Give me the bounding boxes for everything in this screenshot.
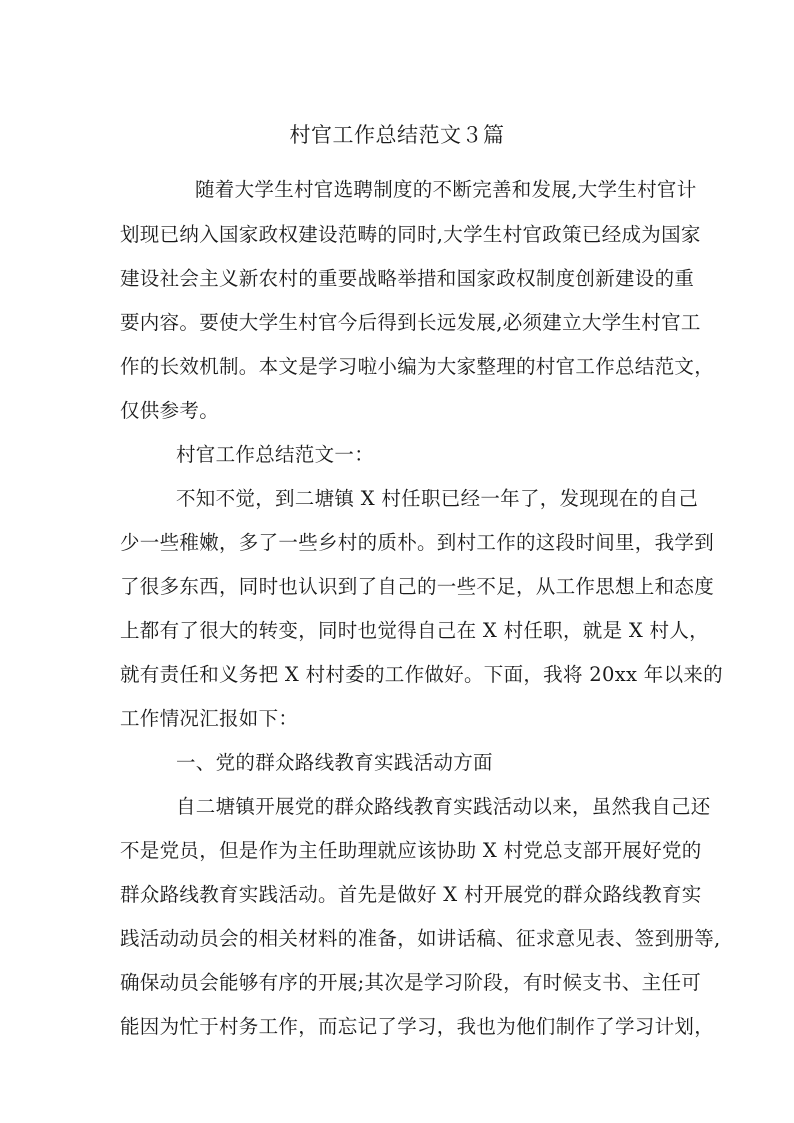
paragraph-line: 不是党员，但是作为主任助理就应该协助 X 村党总支部开展好党的: [120, 839, 702, 862]
document-title: 村官工作总结范文３篇: [289, 123, 505, 147]
paragraph-line: 建设社会主义新农村的重要战略举措和国家政权制度创新建设的重: [120, 267, 695, 290]
paragraph-line: 划现已纳入国家政权建设范畴的同时,大学生村官政策已经成为国家: [120, 223, 701, 246]
paragraph-line: 践活动动员会的相关材料的准备，如讲话稿、征求意见表、签到册等,: [120, 927, 721, 950]
paragraph-line: 了很多东西，同时也认识到了自己的一些不足，从工作思想上和态度: [120, 575, 715, 598]
paragraph-line: 能因为忙于村务工作，而忘记了学习，我也为他们制作了学习计划，: [120, 1015, 715, 1038]
paragraph-line: 随着大学生村官选聘制度的不断完善和发展,大学生村官计: [195, 178, 697, 201]
paragraph-line: 工作情况汇报如下：: [120, 707, 299, 730]
paragraph-line: 就有责任和义务把 X 村村委的工作做好。下面，我将 20xx 年以来的: [120, 663, 723, 686]
paragraph-line: 上都有了很大的转变，同时也觉得自己在 X 村任职，就是 X 村人，: [120, 619, 709, 642]
paragraph-line: 仅供参考。: [120, 399, 220, 422]
paragraph-line: 要内容。要使大学生村官今后得到长远发展,必须建立大学生村官工: [120, 311, 701, 334]
subsection-heading: 一、党的群众路线教育实践活动方面: [176, 751, 493, 774]
paragraph-line: 不知不觉，到二塘镇 X 村任职已经一年了，发现现在的自己: [176, 487, 699, 510]
paragraph-line: 群众路线教育实践活动。首先是做好 X 村开展党的群众路线教育实: [120, 883, 702, 906]
paragraph-line: 少一些稚嫩，多了一些乡村的质朴。到村工作的这段时间里，我学到: [120, 531, 715, 554]
section-heading: 村官工作总结范文一：: [176, 443, 375, 466]
paragraph-line: 作的长效机制。本文是学习啦小编为大家整理的村官工作总结范文，: [120, 355, 715, 378]
paragraph-line: 确保动员会能够有序的开展;其次是学习阶段，有时候支书、主任可: [120, 971, 702, 994]
paragraph-line: 自二塘镇开展党的群众路线教育实践活动以来，虽然我自己还: [176, 795, 711, 818]
